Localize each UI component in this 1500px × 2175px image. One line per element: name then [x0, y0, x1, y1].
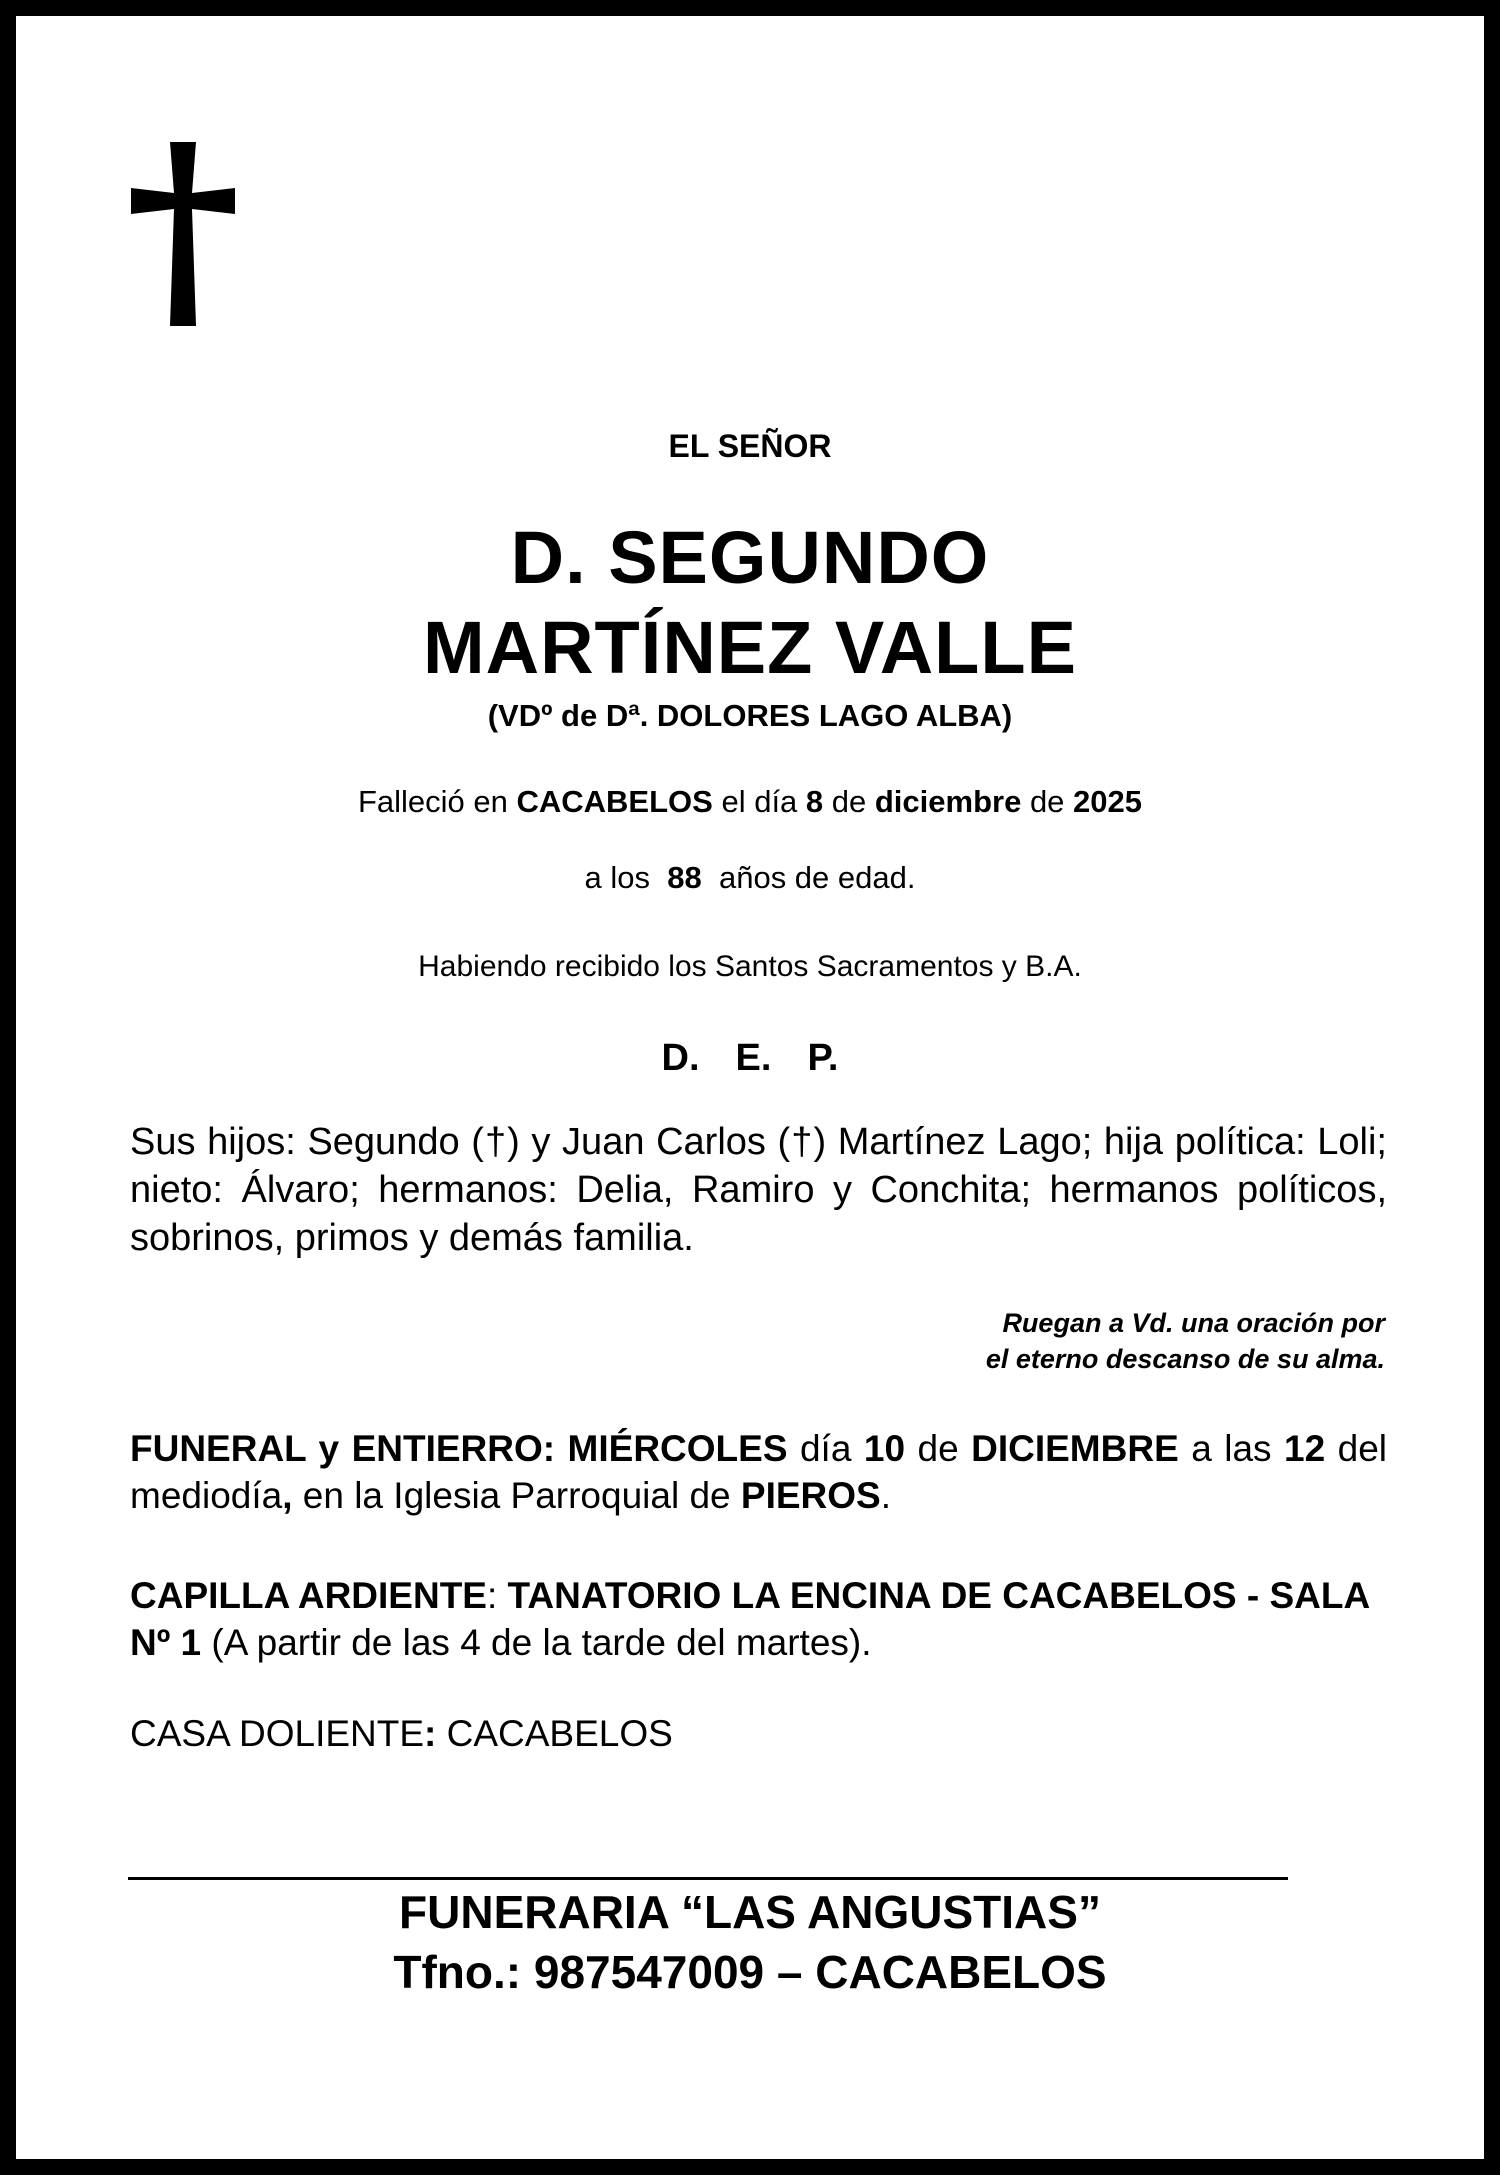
widow-of: (VDº de Dª. DOLORES LAGO ALBA) [487, 698, 1013, 733]
death-place: CACABELOS [516, 784, 713, 819]
death-info: Falleció en CACABELOS el día 8 de diciembre de 2025 [357, 784, 1143, 819]
funeral-home-phone: Tfno.: 987547009 – CACABELOS [393, 1946, 1107, 1998]
sacraments-line: Habiendo recibido los Santos Sacramentos y B.A. [418, 950, 1082, 983]
death-year: 2025 [1073, 784, 1143, 819]
deceased-name-line2: MARTÍNEZ VALLE [423, 606, 1077, 689]
mourning-house: CASA DOLIENTE: CACABELOS [130, 1713, 673, 1754]
death-month: diciembre [874, 784, 1022, 819]
title-prefix: EL SEÑOR [668, 428, 832, 464]
funeral-info: FUNERAL y ENTIERRO: MIÉRCOLES día 10 de DICIEMBRE a las 12 del mediodía, en la Iglesia Parroquial de PIEROS. [130, 1428, 1388, 1516]
funeral-home-name: FUNERARIA “LAS ANGUSTIAS” [399, 1886, 1101, 1938]
death-day: 8 [805, 784, 824, 819]
cross-icon [131, 140, 239, 328]
dep-line: D. E. P. [661, 1037, 839, 1079]
age-info: a los 88 años de edad. [584, 860, 916, 895]
footer-divider [128, 1877, 1288, 1880]
family-paragraph: Sus hijos: Segundo (†) y Juan Carlos (†) Martínez Lago; hija política: Loli; nieto: Álvaro; hermanos: Delia, Ramiro y Conchita; hermanos políticos, sobrinos, primos y demás familia. [130, 1121, 1387, 1259]
prayer-request: Ruegan a Vd. una oración por el eterno descanso de su alma. [985, 1308, 1385, 1374]
deceased-name-line1: D. SEGUNDO [510, 516, 990, 599]
chapel-info: CAPILLA ARDIENTE: TANATORIO LA ENCINA DE CACABELOS - SALA Nº 1 (A partir de las 4 de la tarde del martes). [130, 1575, 1369, 1663]
age-value: 88 [667, 860, 702, 895]
